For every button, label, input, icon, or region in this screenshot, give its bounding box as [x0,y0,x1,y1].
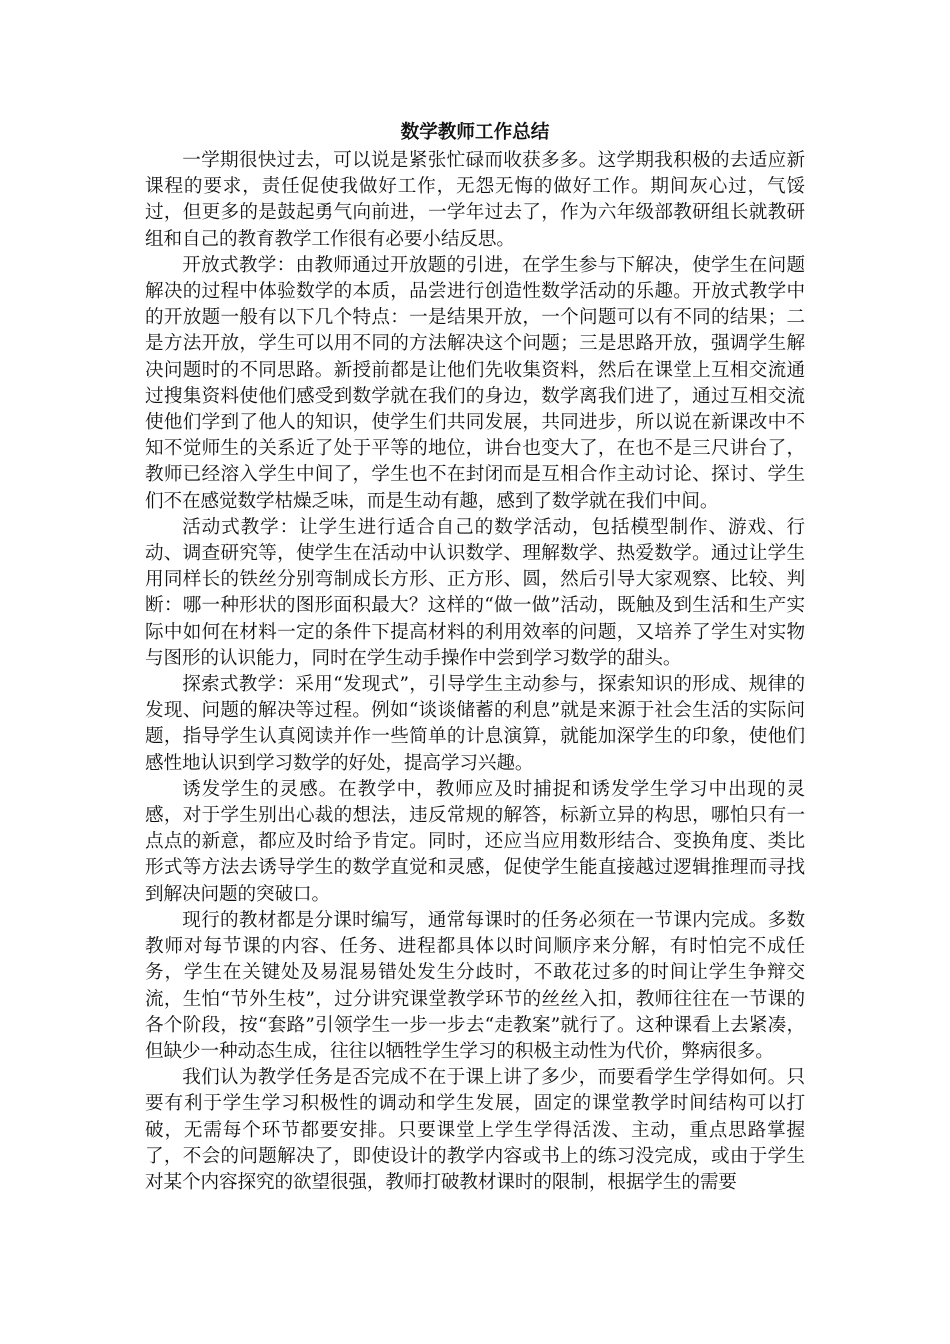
paragraph-textbook-lessons: 现行的教材都是分课时编写，通常每课时的任务必须在一节课内完成。多数教师对每节课的内容、任务、进程都具体以时间顺序来分解，有时怕完不成任务，学生在关键处及易混易错处发生分歧时，不敢花过多的时间让学生争辩交流，生怕“节外生枝”，过分讲究课堂教学环节的丝丝入扣，教师往往在一节课的各个阶段，按“套路”引领学生一步一步去“走教案”就行了。这种课看上去紧凑，但缺少一种动态生成，往往以牺牲学生学习的积极主动性为代价，弊病很多。 [145,909,805,1062]
paragraph-exploration-teaching: 探索式教学：采用“发现式”，引导学生主动参与，探索知识的形成、规律的发现、问题的解决等过程。例如“谈谈储蓄的利息”就是来源于社会生活的实际问题，指导学生认真阅读并作一些简单的计息演算，就能加深学生的印象，使他们感性地认识到学习数学的好处，提高学习兴趣。 [145,674,805,774]
paragraph-open-teaching: 开放式教学：由教师通过开放题的引进，在学生参与下解决，使学生在问题解决的过程中体验数学的本质，品尝进行创造性数学活动的乐趣。开放式教学中的开放题一般有以下几个特点：一是结果开放，一个问题可以有不同的结果；二是方法开放，学生可以用不同的方法解决这个问题；三是思路开放，强调学生解决问题时的不同思路。新授前都是让他们先收集资料，然后在课堂上互相交流通过搜集资料使他们感受到数学就在我们的身边，数学离我们进了，通过互相交流使他们学到了他人的知识，使学生们共同发展，共同进步，所以说在新课改中不知不觉师生的关系近了处于平等的地位，讲台也变大了，在也不是三尺讲台了，教师已经溶入学生中间了，学生也不在封闭而是互相合作主动讨论、探讨、学生们不在感觉数学枯燥乏味，而是生动有趣，感到了数学就在我们中间。 [145,254,805,512]
paragraph-intro: 一学期很快过去，可以说是紧张忙碌而收获多多。这学期我积极的去适应新课程的要求，责任促使我做好工作，无怨无悔的做好工作。期间灰心过，气馁过，但更多的是鼓起勇气向前进，一学年过去了，作为六年级部教研组长就教研组和自己的教育教学工作很有必要小结反思。 [145,150,805,250]
page-title: 数学教师工作总结 [400,122,550,143]
paragraph-inspiration: 诱发学生的灵感。在教学中，教师应及时捕捉和诱发学生学习中出现的灵感，对于学生别出心裁的想法，违反常规的解答，标新立异的构思，哪怕只有一点点的新意，都应及时给予肯定。同时，还应当应用数形结合、变换角度、类比形式等方法去诱导学生的数学直觉和灵感，促使学生能直接越过逻辑推理而寻找到解决问题的突破口。 [145,778,805,905]
paragraph-activity-teaching: 活动式教学：让学生进行适合自己的数学活动，包括模型制作、游戏、行动、调查研究等，使学生在活动中认识数学、理解数学、热爱数学。通过让学生用同样长的铁丝分别弯制成长方形、正方形、圆，然后引导大家观察、比较、判断：哪一种形状的图形面积最大？这样的“做一做”活动，既触及到生活和生产实际中如何在材料一定的条件下提高材料的利用效率的问题，又培养了学生对实物与图形的认识能力，同时在学生动手操作中尝到学习数学的甜头。 [145,516,805,669]
document-page [145,118,805,1196]
paragraph-teaching-tasks: 我们认为教学任务是否完成不在于课上讲了多少，而要看学生学得如何。只要有利于学生学习积极性的调动和学生发展，固定的课堂教学时间结构可以打破，无需每个环节都要安排。只要课堂上学生学得活泼、主动，重点思路掌握了，不会的问题解决了，即使设计的教学内容或书上的练习没完成，或由于学生对某个内容探究的欲望很强，教师打破教材课时的限制，根据学生的需要 [145,1067,805,1193]
